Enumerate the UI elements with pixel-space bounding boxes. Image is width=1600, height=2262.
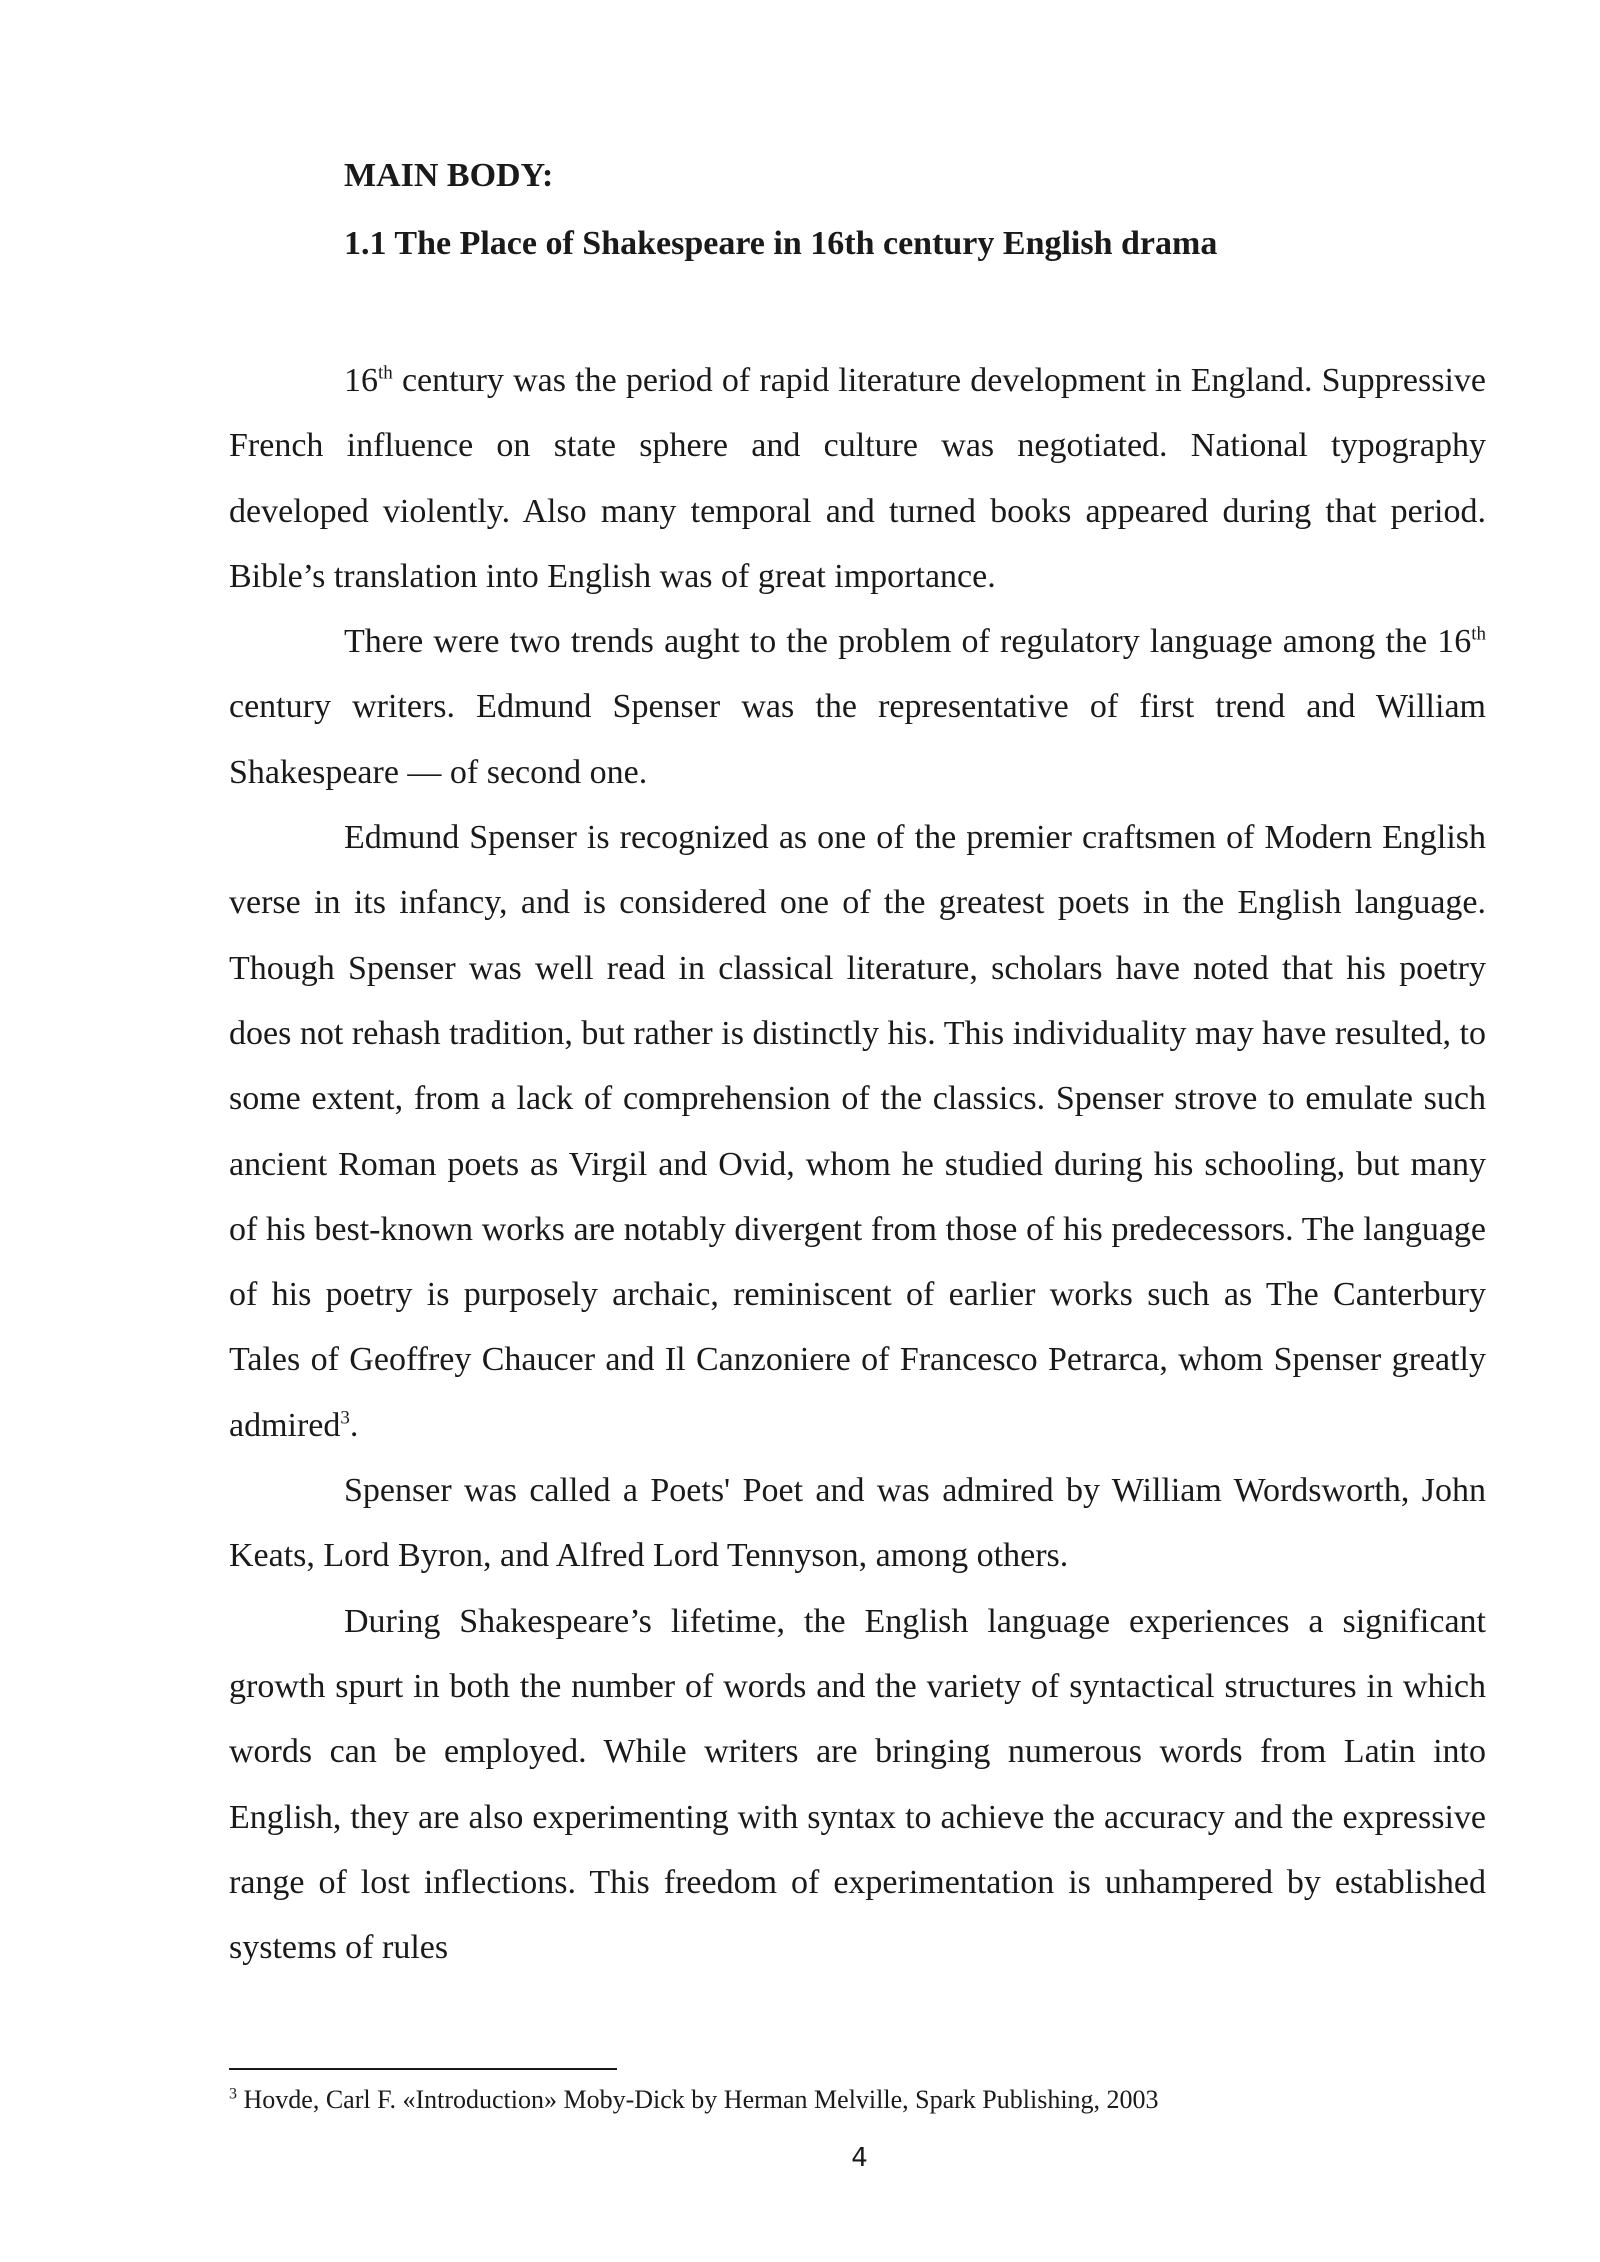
footnote bbox=[229, 2084, 1159, 2116]
paragraph-3-end: . bbox=[349, 1406, 359, 1444]
paragraph-2-text-b: century writers. Edmund Spenser was the representative of first trend and William Shakespeare — of second one. bbox=[229, 688, 1486, 791]
main-heading: MAIN BODY: bbox=[344, 157, 554, 194]
page-number: 4 bbox=[851, 2143, 868, 2173]
paragraph-3-text: Edmund Spenser is recognized as one of the premier craftsmen of Modern English verse in its infancy, and is considered one of the greatest poets in the English language. Though Spenser was well read in classical literature, scholars have noted that his poetry does not rehash tradition, but rather is distinctly his. This individuality may have resulted, to some extent, from a lack of comprehension of the classics. Spenser strove to emulate such ancient Roman poets as Virgil and Ovid, whom he studied during his schooling, but many of his best-known works are notably divergent from those of his predecessors. The language of his poetry is purposely archaic, reminiscent of earlier works such as The Canterbury Tales of Geoffrey Chaucer and Il Canzoniere of Francesco Petrarca, whom Spenser greatly admired bbox=[229, 819, 1486, 1444]
paragraph-1-ordinal: 16 bbox=[344, 362, 378, 399]
body-text bbox=[229, 348, 1486, 1980]
paragraph-2-superscript: th bbox=[1471, 623, 1486, 645]
paragraph-2 bbox=[229, 609, 1486, 805]
footnote-marker: 3 bbox=[229, 2085, 237, 2103]
footnote-divider bbox=[229, 2068, 617, 2070]
paragraph-1-text: century was the period of rapid literature development in England. Suppressive French influence on state sphere and culture was negotiated. National typography developed violently. Also many temporal and turned books appeared during that period. Bible’s translation into English was of great importance. bbox=[229, 362, 1486, 595]
footnote-reference[interactable]: 3 bbox=[340, 1407, 350, 1429]
footnote-text: Hovde, Carl F. «Introduction» Moby-Dick by Herman Melville, Spark Publishing, 2003 bbox=[237, 2085, 1159, 2114]
paragraph-1 bbox=[229, 348, 1486, 609]
paragraph-5-text: During Shakespeare’s lifetime, the English language experiences a significant growth spurt in both the number of words and the variety of syntactical structures in which words can be employed. While writers are bringing numerous words from Latin into English, they are also experimenting with syntax to achieve the accuracy and the expressive range of lost inflections. This freedom of experimentation is unhampered by established systems of rules bbox=[229, 1602, 1486, 1967]
paragraph-4 bbox=[229, 1458, 1486, 1589]
paragraph-5 bbox=[229, 1589, 1486, 1981]
paragraph-1-superscript: th bbox=[378, 362, 393, 384]
section-heading: 1.1 The Place of Shakespeare in 16th century English drama bbox=[344, 225, 1218, 262]
paragraph-2-text-a: There were two trends aught to the problem of regulatory language among the 16 bbox=[344, 623, 1472, 661]
paragraph-4-text: Spenser was called a Poets' Poet and was admired by William Wordsworth, John Keats, Lord Byron, and Alfred Lord Tennyson, among others. bbox=[229, 1472, 1486, 1575]
paragraph-3 bbox=[229, 805, 1486, 1458]
